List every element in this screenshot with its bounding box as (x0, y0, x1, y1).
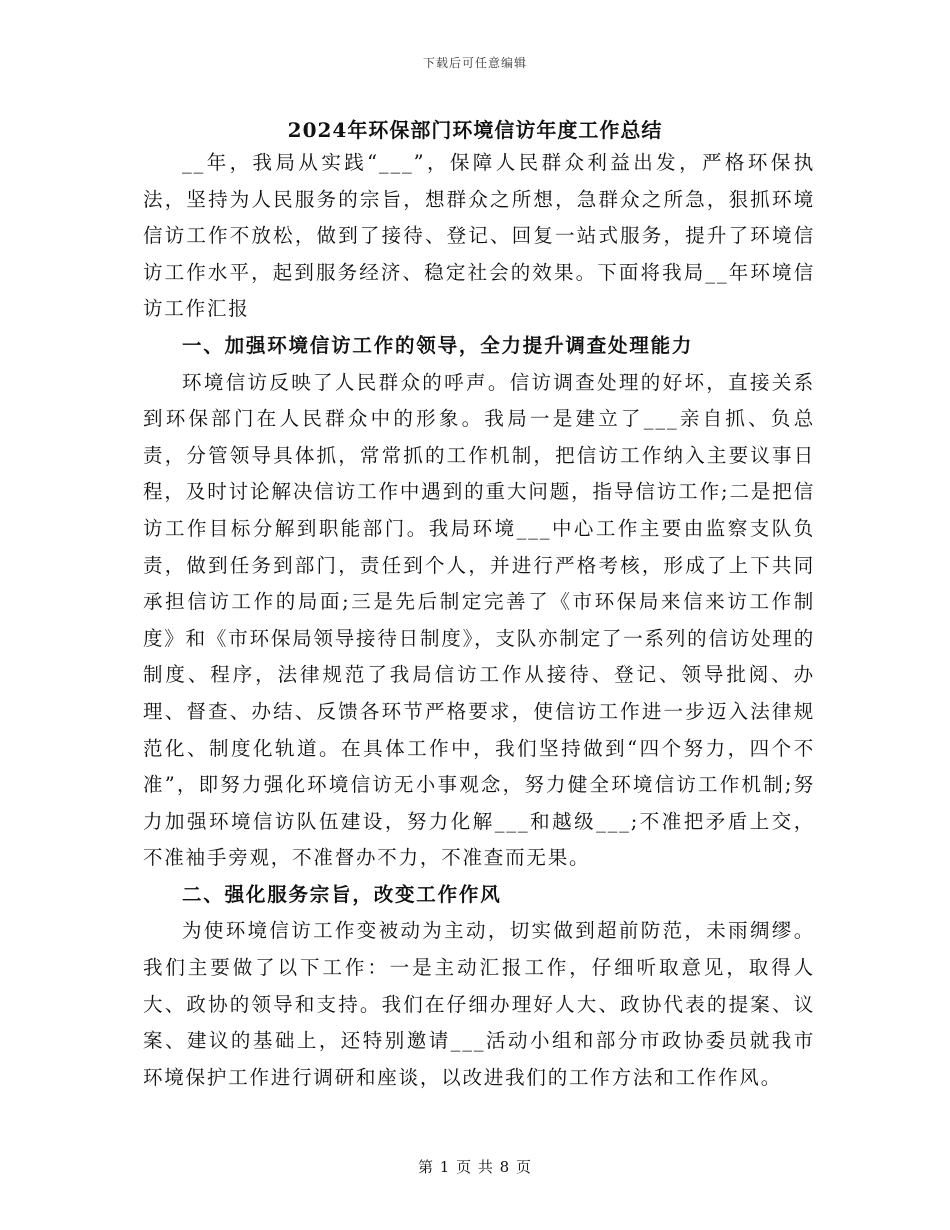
header-note: 下载后可任意编辑 (422, 56, 527, 70)
section-2-paragraph: 为使环境信访工作变被动为主动，切实做到超前防范，未雨绸缪。我们主要做了以下工作：一是主动汇报工作，仔细听取意见，取得人大、政协的领导和支持。我们在仔细办理好人大、政协代表的提案、议案、建议的基础上，还特别邀请___活动小组和部分市政协委员就我市环境保护工作进行调研和座谈，以改进我们的工作方法和工作作风。 (143, 919, 815, 1089)
intro-paragraph: __年，我局从实践“___”，保障人民群众利益出发，严格环保执法，坚持为人民服务的宗旨，想群众之所想，急群众之所急，狠抓环境信访工作不放松，做到了接待、登记、回复一站式服务，提升了环境信访工作水平，起到服务经济、稳定社会的效果。下面将我局__年环境信访工作汇报 (143, 151, 815, 321)
document-title: 2024年环保部门环境信访年度工作总结 (287, 118, 663, 142)
document-body (143, 145, 815, 1096)
section-1-heading: 一、加强环境信访工作的领导，全力提升调查处理能力 (182, 333, 694, 357)
section-2-heading: 二、强化服务宗旨，改变工作作风 (182, 882, 502, 906)
page-number-footer: 第 1 页 共 8 页 (418, 1158, 532, 1176)
section-1-paragraph: 环境信访反映了人民群众的呼声。信访调查处理的好坏，直接关系到环保部门在人民群众中的形象。我局一是建立了___亲自抓、负总责，分管领导具体抓，常常抓的工作机制，把信访工作纳入主要议事日程，及时讨论解决信访工作中遇到的重大问题，指导信访工作;二是把信访工作目标分解到职能部门。我局环境___中心工作主要由监察支队负责，做到任务到部门，责任到个人，并进行严格考核，形成了上下共同承担信访工作的局面;三是先后制定完善了《市环保局来信来访工作制度》和《市环保局领导接待日制度》，支队亦制定了一系列的信访处理的制度、程序，法律规范了我局信访工作从接待、登记、领导批阅、办理、督查、办结、反馈各环节严格要求，使信访工作进一步迈入法律规范化、制度化轨道。在具体工作中，我们坚持做到“四个努力，四个不准”，即努力强化环境信访无小事观念，努力健全环境信访工作机制;努力加强环境信访队伍建设，努力化解___和越级___;不准把矛盾上交，不准袖手旁观，不准督办不力，不准查而无果。 (143, 370, 815, 870)
